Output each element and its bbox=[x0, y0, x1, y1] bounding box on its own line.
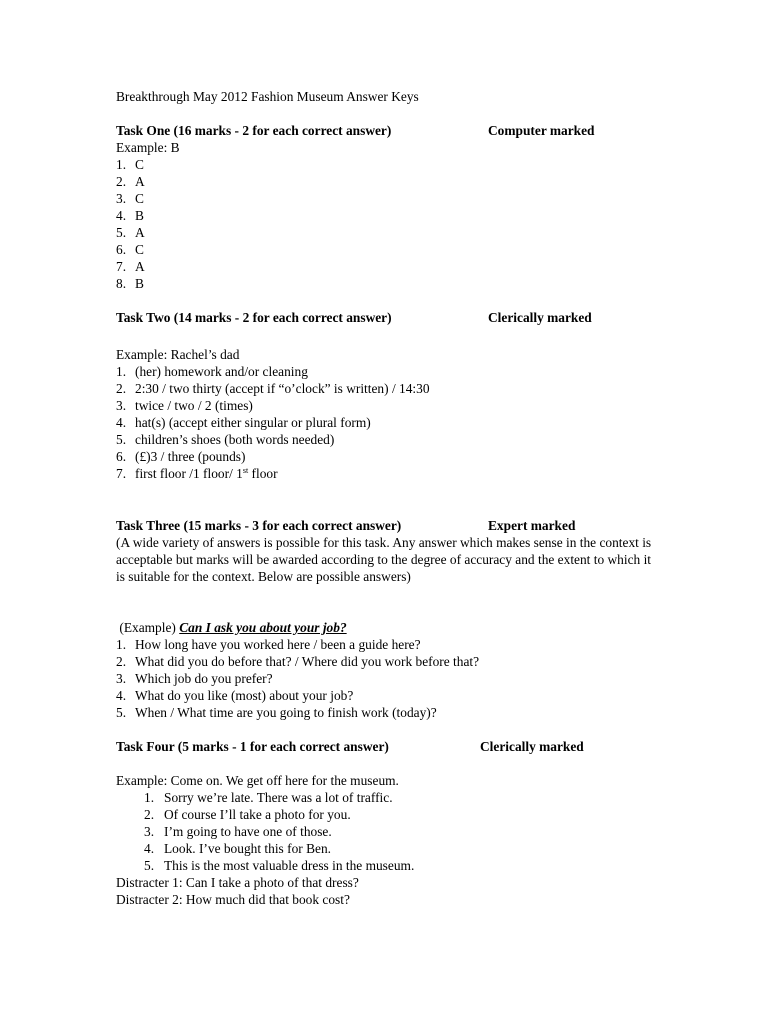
answer-text: How long have you worked here / been a guide here? bbox=[135, 637, 421, 652]
answer-text: Which job do you prefer? bbox=[135, 671, 273, 686]
answer-text: B bbox=[135, 208, 144, 223]
task-four-example: Example: Come on. We get off here for the museum. bbox=[116, 773, 399, 788]
ordinal-superscript: st bbox=[242, 466, 249, 475]
task-three-answers bbox=[116, 619, 676, 721]
list-item: 5. A bbox=[116, 225, 145, 240]
list-item: 4. Look. I’ve bought this for Ben. bbox=[144, 841, 331, 856]
list-item: 1. (her) homework and/or cleaning bbox=[116, 364, 308, 379]
document-title: Breakthrough May 2012 Fashion Museum Answer Keys bbox=[116, 89, 419, 104]
list-item: 3. C bbox=[116, 191, 144, 206]
task-three-note: (A wide variety of answers is possible for this task. Any answer which makes sense in the context is acceptable but marks will be awarded according to the degree of accuracy and the extent to which it is suitable for the context. Below are possible answers) bbox=[116, 535, 652, 584]
answer-text: Sorry we’re late. There was a lot of traffic. bbox=[164, 790, 393, 805]
list-item: 6. (£)3 / three (pounds) bbox=[116, 449, 246, 464]
answer-text: children’s shoes (both words needed) bbox=[135, 432, 335, 447]
task-four-distracter-1: Distracter 1: Can I take a photo of that dress? bbox=[116, 875, 359, 890]
list-item: 7. A bbox=[116, 259, 145, 274]
list-item: 4. What do you like (most) about your job? bbox=[116, 688, 354, 703]
list-item: 2. A bbox=[116, 174, 145, 189]
answer-text: When / What time are you going to finish work (today)? bbox=[135, 705, 437, 720]
task-one-example: Example: B bbox=[116, 140, 180, 155]
task-one-header bbox=[116, 122, 676, 139]
task-three-marking: Expert marked bbox=[488, 518, 576, 533]
answer-text: 2:30 / two thirty (accept if “o’clock” is written) / 14:30 bbox=[135, 381, 430, 396]
answer-text: Look. I’ve bought this for Ben. bbox=[164, 841, 331, 856]
answer-text-pre: first floor /1 floor/ 1 bbox=[135, 466, 243, 481]
list-item: 2. What did you do before that? / Where did you work before that? bbox=[116, 654, 480, 669]
answer-text: A bbox=[135, 259, 145, 274]
answer-text: What did you do before that? / Where did you work before that? bbox=[135, 654, 480, 669]
answer-text: Of course I’ll take a photo for you. bbox=[164, 807, 351, 822]
document-title-block bbox=[116, 88, 676, 105]
task-four-distracter-2: Distracter 2: How much did that book cost? bbox=[116, 892, 350, 907]
task-four-heading: Task Four (5 marks - 1 for each correct answer) bbox=[116, 739, 389, 754]
answer-text: This is the most valuable dress in the museum. bbox=[164, 858, 415, 873]
answer-text: What do you like (most) about your job? bbox=[135, 688, 354, 703]
task-two-answer-list bbox=[116, 363, 676, 482]
answer-text: twice / two / 2 (times) bbox=[135, 398, 253, 413]
list-item: 3. I’m going to have one of those. bbox=[144, 824, 332, 839]
answer-text: C bbox=[135, 242, 144, 257]
task-two-header bbox=[116, 309, 676, 326]
task-three-section bbox=[116, 517, 676, 585]
task-one-section bbox=[116, 122, 676, 292]
answer-text: I’m going to have one of those. bbox=[164, 824, 332, 839]
task-three-example-text: Can I ask you about your job? bbox=[179, 620, 347, 635]
task-two-heading: Task Two (14 marks - 2 for each correct answer) bbox=[116, 310, 392, 325]
task-three-heading: Task Three (15 marks - 3 for each correct answer) bbox=[116, 518, 402, 533]
list-item: 1. How long have you worked here / been a guide here? bbox=[116, 637, 421, 652]
task-four-section bbox=[116, 738, 676, 755]
list-item: 5. children’s shoes (both words needed) bbox=[116, 432, 335, 447]
list-item: 5. When / What time are you going to finish work (today)? bbox=[116, 705, 437, 720]
list-item: 3. Which job do you prefer? bbox=[116, 671, 273, 686]
answer-text: B bbox=[135, 276, 144, 291]
task-four-answer-list bbox=[116, 789, 676, 874]
answer-text: (her) homework and/or cleaning bbox=[135, 364, 308, 379]
task-one-marking: Computer marked bbox=[488, 123, 595, 138]
list-item: 8. B bbox=[116, 276, 144, 291]
answer-text: A bbox=[135, 225, 145, 240]
list-item: 2. Of course I’ll take a photo for you. bbox=[144, 807, 351, 822]
task-three-header bbox=[116, 517, 676, 534]
list-item: 1. Sorry we’re late. There was a lot of traffic. bbox=[144, 790, 393, 805]
answer-text: C bbox=[135, 157, 144, 172]
task-two-answers bbox=[116, 346, 676, 482]
answer-text: A bbox=[135, 174, 145, 189]
list-item: 5. This is the most valuable dress in the museum. bbox=[144, 858, 415, 873]
list-item: 7. first floor /1 floor/ 1st floor bbox=[116, 466, 278, 481]
task-four-header bbox=[116, 738, 676, 755]
list-item: 3. twice / two / 2 (times) bbox=[116, 398, 253, 413]
task-two-section bbox=[116, 309, 676, 326]
task-two-example: Example: Rachel’s dad bbox=[116, 347, 240, 362]
list-item: 6. C bbox=[116, 242, 144, 257]
task-three-example-line bbox=[116, 619, 676, 636]
answer-text-post: floor bbox=[248, 466, 278, 481]
task-four-answers bbox=[116, 772, 676, 908]
answer-text: C bbox=[135, 191, 144, 206]
task-one-heading: Task One (16 marks - 2 for each correct answer) bbox=[116, 123, 392, 138]
answer-text: (£)3 / three (pounds) bbox=[135, 449, 246, 464]
task-three-example-label: (Example) bbox=[119, 620, 180, 635]
task-four-marking: Clerically marked bbox=[480, 739, 584, 754]
task-one-answer-list bbox=[116, 156, 676, 292]
list-item: 2. 2:30 / two thirty (accept if “o’clock” is written) / 14:30 bbox=[116, 381, 430, 396]
list-item: 4. B bbox=[116, 208, 144, 223]
task-two-marking: Clerically marked bbox=[488, 310, 592, 325]
task-three-answer-list bbox=[116, 636, 676, 721]
answer-text: hat(s) (accept either singular or plural form) bbox=[135, 415, 371, 430]
list-item: 4. hat(s) (accept either singular or plural form) bbox=[116, 415, 371, 430]
list-item: 1. C bbox=[116, 157, 144, 172]
